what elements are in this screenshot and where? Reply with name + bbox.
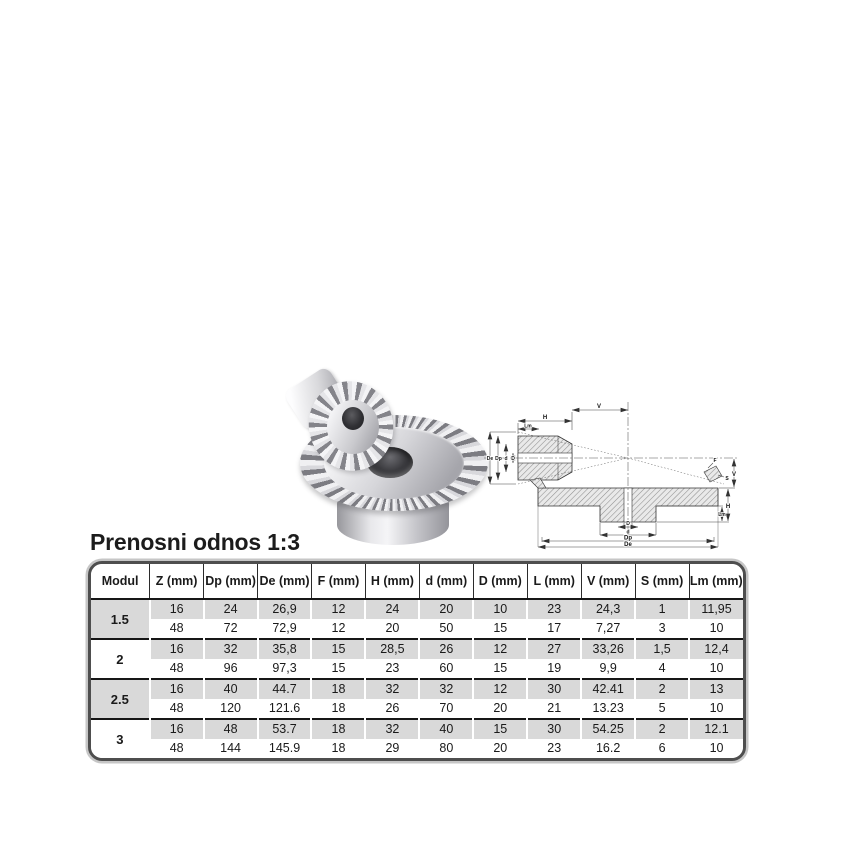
table-cell: 21 (527, 699, 581, 719)
table-cell: 32 (365, 719, 419, 739)
table-cell: 15 (473, 659, 527, 679)
table-cell: 121.6 (258, 699, 312, 719)
table-cell: 11,95 (689, 599, 743, 619)
table-cell: 48 (150, 619, 204, 639)
modul-cell: 1.5 (91, 599, 150, 639)
table-cell: 7,27 (581, 619, 635, 639)
table-cell: 19 (527, 659, 581, 679)
column-header: F (mm) (311, 564, 365, 599)
table-row (91, 619, 743, 639)
table-cell: 16 (150, 679, 204, 699)
table-row (91, 639, 743, 659)
dim-label-f-right: F (713, 458, 717, 464)
table-cell: 1,5 (635, 639, 689, 659)
table-cell: 35,8 (258, 639, 312, 659)
table-cell: 12 (311, 619, 365, 639)
table-cell: 15 (311, 639, 365, 659)
dim-label-de-bottom: De (624, 542, 632, 548)
table-cell: 16 (150, 719, 204, 739)
spec-table (91, 564, 743, 758)
table-cell: 23 (527, 599, 581, 619)
table-cell: 16 (150, 639, 204, 659)
table-cell: 96 (204, 659, 258, 679)
table-cell: 16 (150, 599, 204, 619)
table-cell: 2 (635, 719, 689, 739)
table-cell: 18 (311, 699, 365, 719)
spec-table-frame (88, 561, 746, 761)
table-cell: 12 (311, 599, 365, 619)
table-cell: 97,3 (258, 659, 312, 679)
table-cell: 10 (689, 739, 743, 758)
table-cell: 3 (635, 619, 689, 639)
dim-label-h-top: H (542, 415, 548, 421)
column-header: S (mm) (635, 564, 689, 599)
table-cell: 32 (365, 679, 419, 699)
table-cell: 10 (689, 659, 743, 679)
table-cell: 9,9 (581, 659, 635, 679)
table-cell: 53.7 (258, 719, 312, 739)
table-cell: 48 (150, 699, 204, 719)
table-row (91, 659, 743, 679)
table-row (91, 699, 743, 719)
table-cell: 10 (473, 599, 527, 619)
table-cell: 120 (204, 699, 258, 719)
table-cell: 30 (527, 679, 581, 699)
technical-drawing (482, 396, 740, 550)
table-cell: 16.2 (581, 739, 635, 758)
column-header: L (mm) (527, 564, 581, 599)
column-header: H (mm) (365, 564, 419, 599)
table-cell: 15 (473, 719, 527, 739)
dim-label-dp-bottom: Dp (624, 535, 632, 542)
dim-label-s-right: S (725, 476, 729, 482)
table-header-row (91, 564, 743, 599)
page-title: Prenosni odnos 1:3 (90, 529, 300, 555)
column-header: D (mm) (473, 564, 527, 599)
table-cell: 23 (527, 739, 581, 758)
column-header: d (mm) (419, 564, 473, 599)
table-cell: 145.9 (258, 739, 312, 758)
dim-label-dp-left: Dp (495, 456, 502, 462)
table-cell: 20 (473, 699, 527, 719)
column-header: Dp (mm) (204, 564, 258, 599)
table-cell: 44.7 (258, 679, 312, 699)
table-cell: 5 (635, 699, 689, 719)
table-cell: 20 (473, 739, 527, 758)
table-cell: 54.25 (581, 719, 635, 739)
table-cell: 27 (527, 639, 581, 659)
table-cell: 13 (689, 679, 743, 699)
gear-right-tooth (704, 466, 722, 482)
dim-label-d-bottom: d (626, 529, 630, 536)
table-cell: 18 (311, 679, 365, 699)
table-cell: 15 (311, 659, 365, 679)
table-cell: 15 (473, 619, 527, 639)
table-row (91, 719, 743, 739)
table-cell: 48 (150, 659, 204, 679)
table-cell: 72 (204, 619, 258, 639)
table-cell: 42.41 (581, 679, 635, 699)
table-cell: 80 (419, 739, 473, 758)
table-cell: 32 (419, 679, 473, 699)
modul-cell: 2.5 (91, 679, 150, 719)
table-cell: 48 (204, 719, 258, 739)
dim-label-d-left: d (504, 456, 508, 462)
table-cell: 40 (204, 679, 258, 699)
modul-cell: 3 (91, 719, 150, 758)
dim-label-bigd-left: D (511, 456, 515, 462)
dim-label-lm-top: Lm (524, 423, 532, 430)
table-cell: 4 (635, 659, 689, 679)
product-photo (276, 360, 496, 550)
table-cell: 18 (311, 719, 365, 739)
table-cell: 23 (365, 659, 419, 679)
column-header: V (mm) (581, 564, 635, 599)
pinion-bore (342, 407, 364, 430)
table-cell: 24 (365, 599, 419, 619)
dim-label-v-right: V (731, 472, 737, 478)
table-cell: 10 (689, 699, 743, 719)
column-header: De (mm) (258, 564, 312, 599)
table-cell: 30 (527, 719, 581, 739)
table-cell: 60 (419, 659, 473, 679)
table-cell: 40 (419, 719, 473, 739)
table-cell: 70 (419, 699, 473, 719)
table-row (91, 599, 743, 619)
table-cell: 24 (204, 599, 258, 619)
table-cell: 28,5 (365, 639, 419, 659)
table-cell: 20 (365, 619, 419, 639)
table-cell: 20 (419, 599, 473, 619)
table-cell: 17 (527, 619, 581, 639)
table-cell: 33,26 (581, 639, 635, 659)
table-cell: 144 (204, 739, 258, 758)
column-header: Modul (91, 564, 150, 599)
table-cell: 13.23 (581, 699, 635, 719)
table-cell: 24,3 (581, 599, 635, 619)
table-cell: 50 (419, 619, 473, 639)
dim-label-h-right: H (725, 504, 731, 510)
table-cell: 12 (473, 679, 527, 699)
table-cell: 1 (635, 599, 689, 619)
table-cell: 12.1 (689, 719, 743, 739)
column-header: Z (mm) (150, 564, 204, 599)
table-cell: 48 (150, 739, 204, 758)
table-cell: 12,4 (689, 639, 743, 659)
table-cell: 12 (473, 639, 527, 659)
table-cell: 6 (635, 739, 689, 758)
table-cell: 10 (689, 619, 743, 639)
dim-label-lm-right: Lm (718, 512, 726, 518)
dim-label-de-left: De (486, 456, 494, 462)
table-cell: 32 (204, 639, 258, 659)
table-cell: 26 (419, 639, 473, 659)
table-row (91, 739, 743, 758)
table-cell: 26,9 (258, 599, 312, 619)
modul-cell: 2 (91, 639, 150, 679)
table-cell: 2 (635, 679, 689, 699)
table-row (91, 679, 743, 699)
table-cell: 26 (365, 699, 419, 719)
table-cell: 72,9 (258, 619, 312, 639)
column-header: Lm (mm) (689, 564, 743, 599)
table-cell: 29 (365, 739, 419, 758)
dim-label-v-top: V (596, 404, 602, 410)
table-cell: 18 (311, 739, 365, 758)
dim-label-bigd-bottom: D (626, 521, 630, 527)
